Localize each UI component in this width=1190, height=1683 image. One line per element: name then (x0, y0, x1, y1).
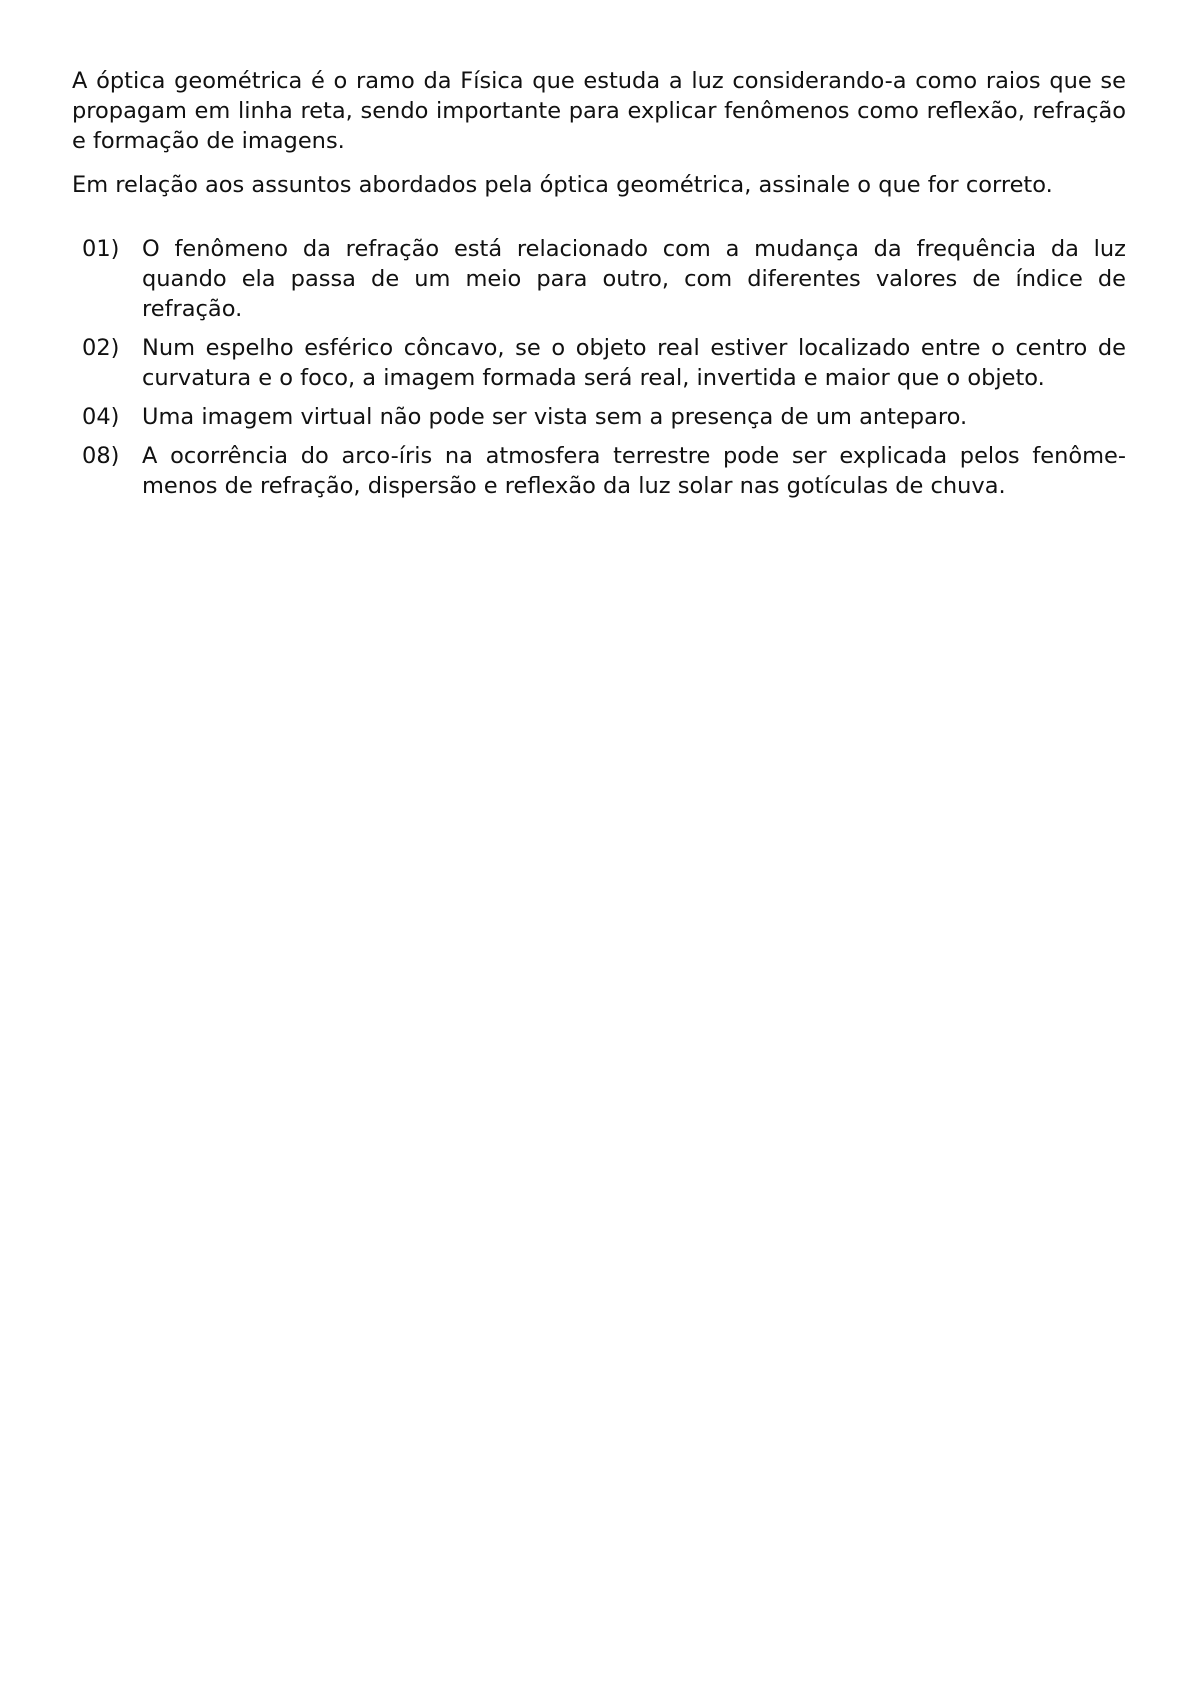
option-number: 08) (82, 443, 120, 469)
option-number: 02) (82, 335, 120, 361)
option-text: Uma imagem virtual não pode ser vista sem a presença de um anteparo. (142, 404, 968, 430)
answer-option-04 (72, 402, 1126, 432)
question-prompt: Em relação aos assuntos abordados pela óptica geométrica, assinale o que for correto. (72, 172, 1053, 198)
option-text: A ocorrência do arco-íris na atmosfera terrestre pode ser explicada pelos fenômemenos de refração, dispersão e reflexão da luz solar nas gotículas de chuva. (142, 443, 1126, 499)
answer-option-01 (72, 234, 1126, 324)
answer-option-08 (72, 441, 1126, 501)
answer-options-list (72, 234, 1126, 501)
answer-option-02 (72, 333, 1126, 393)
question-page (72, 66, 1126, 510)
intro-paragraph: A óptica geométrica é o ramo da Física que estuda a luz considerando-a como raios que se propagam em linha reta, sendo importante para explicar fenômenos como reflexão, refração e formação de imagens. (72, 68, 1126, 154)
option-number: 04) (82, 404, 120, 430)
option-number: 01) (82, 236, 120, 262)
option-text: O fenômeno da refração está relacionado com a mudança da frequência da luz quando ela passa de um meio para outro, com diferentes valores de índice de refração. (142, 236, 1126, 322)
option-text: Num espelho esférico côncavo, se o objeto real estiver localizado entre o centro de curvatura e o foco, a imagem formada será real, invertida e maior que o objeto. (142, 335, 1126, 391)
